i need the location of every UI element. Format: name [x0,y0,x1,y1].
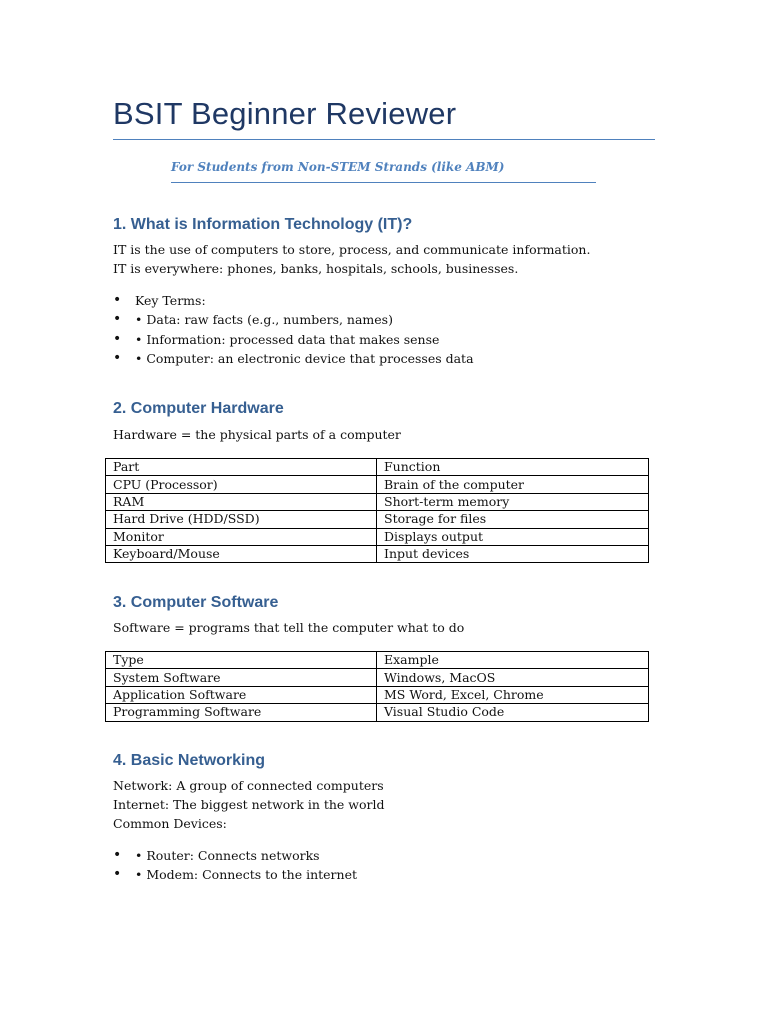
table-cell: Programming Software [106,704,377,721]
key-terms-list [113,291,474,368]
document-subtitle: For Students from Non-STEM Strands (like ABM) [171,160,505,174]
table-cell: RAM [106,493,377,510]
list-item [113,330,474,349]
table-header-cell: Type [106,652,377,669]
table-cell: Input devices [377,545,649,562]
document-title: BSIT Beginner Reviewer [113,96,457,131]
list-item-text: • Computer: an electronic device that processes data [135,350,474,366]
text-line: IT is the use of computers to store, process, and communicate information. [113,242,591,257]
bullet-icon: • [113,330,122,347]
table-cell: Monitor [106,528,377,545]
table-header-cell: Part [106,459,377,476]
text-line: Network: A group of connected computers [113,778,384,793]
table-header-cell: Function [377,459,649,476]
table-cell: Brain of the computer [377,476,649,493]
table-header-cell: Example [377,652,649,669]
section-heading-networking: 4. Basic Networking [113,752,266,769]
table-cell: System Software [106,669,377,686]
section-hardware-intro: Hardware = the physical parts of a computer [113,427,401,442]
bullet-icon: • [113,292,122,308]
hardware-table [105,458,649,563]
list-item [113,846,357,865]
section-it-text [113,240,590,278]
list-item-text: • Modem: Connects to the internet [135,867,357,883]
table-cell: Application Software [106,686,377,703]
table-cell: Hard Drive (HDD/SSD) [106,511,377,528]
text-line: IT is everywhere: phones, banks, hospitals, schools, businesses. [113,261,519,276]
table-row [106,528,649,545]
table-cell: CPU (Processor) [106,476,377,493]
table-row [106,669,649,686]
list-item-text: Key Terms: [135,293,206,308]
bullet-icon: • [113,349,122,366]
table-header-row [106,652,649,669]
list-item-text: • Router: Connects networks [135,848,320,863]
table-cell: Displays output [377,528,649,545]
table-header-row [106,459,649,476]
section-networking-text [113,776,385,833]
bullet-icon: • [113,847,122,863]
table-row [106,545,649,562]
table-row [106,511,649,528]
table-row [106,493,649,510]
section-heading-software: 3. Computer Software [113,594,279,611]
software-table [105,651,649,722]
section-heading-hardware: 2. Computer Hardware [113,400,284,417]
table-cell: Short-term memory [377,493,649,510]
table-cell: Storage for files [377,511,649,528]
subtitle-divider [171,182,596,183]
text-line: Internet: The biggest network in the world [113,797,385,812]
list-item-text: • Data: raw facts (e.g., numbers, names) [135,312,393,328]
table-row [106,704,649,721]
table-row [106,686,649,703]
list-item [113,349,474,368]
table-cell: Windows, MacOS [377,669,649,686]
list-item [113,291,474,310]
table-cell: Visual Studio Code [377,704,649,721]
network-devices-list [113,846,357,885]
section-software-intro: Software = programs that tell the computer what to do [113,620,465,635]
list-item-text: • Information: processed data that makes sense [135,331,440,347]
table-cell: MS Word, Excel, Chrome [377,686,649,703]
text-line: Common Devices: [113,816,227,831]
list-item [113,310,474,329]
bullet-icon: • [113,866,122,883]
section-heading-it: 1. What is Information Technology (IT)? [113,216,413,233]
bullet-icon: • [113,311,122,328]
list-item [113,865,357,884]
table-cell: Keyboard/Mouse [106,545,377,562]
table-row [106,476,649,493]
title-divider [113,139,655,140]
